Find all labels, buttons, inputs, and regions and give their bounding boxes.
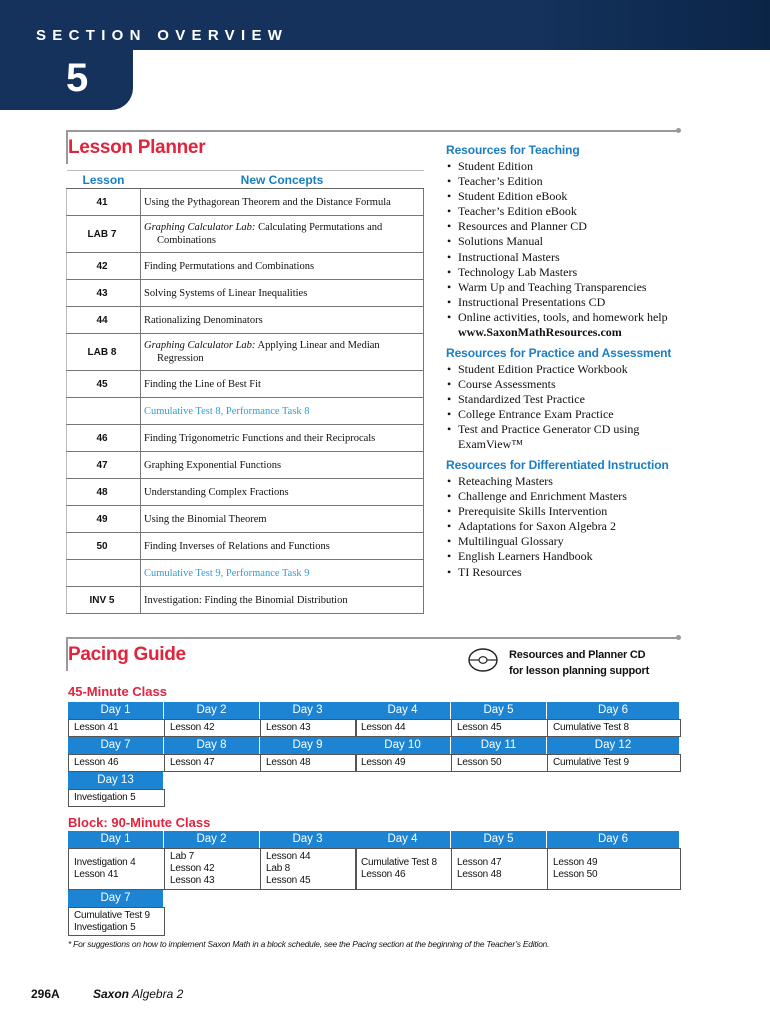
concept-text: Graphing Exponential Functions <box>144 459 282 471</box>
day-header: Day 4 <box>355 702 451 719</box>
day-cell <box>260 848 357 890</box>
resource-item: • College Entrance Exam Practice <box>446 407 686 422</box>
concept-text: Understanding Complex Fractions <box>144 486 289 498</box>
concept-text: Finding the Line of Best Fit <box>144 378 261 390</box>
lesson-number: 46 <box>67 425 141 452</box>
lab-prefix: Graphing Calculator Lab: <box>144 222 256 233</box>
resource-item: • Instructional Masters <box>446 250 686 265</box>
block-title: Block: 90-Minute Class <box>68 815 211 830</box>
day-header: Day 5 <box>451 831 547 848</box>
resource-item-text: Test and Practice Generator CD using <box>458 422 640 437</box>
resource-item: • Prerequisite Skills Intervention <box>446 504 686 519</box>
resource-item: • Teacher’s Edition <box>446 174 686 189</box>
day-cell: Investigation 5 <box>68 789 165 807</box>
lesson-row <box>67 253 424 280</box>
day-cell: Lesson 45 <box>451 719 548 737</box>
day-header: Day 2 <box>164 831 260 848</box>
lesson-concept <box>141 334 424 371</box>
day-header: Day 11 <box>451 737 547 754</box>
resources-teaching-list <box>446 159 686 340</box>
lesson-column-header: Lesson <box>67 171 141 189</box>
day-cell: Lesson 43 <box>260 719 357 737</box>
concept-continuation: Regression <box>157 353 204 364</box>
resources-teaching <box>446 143 686 340</box>
day-cell-line: Lesson 49 <box>553 857 598 868</box>
day-cell: Lesson 46 <box>68 754 165 772</box>
resource-item: • Teacher’s Edition eBook <box>446 204 686 219</box>
resource-item: • Standardized Test Practice <box>446 392 686 407</box>
section-number-tab <box>0 48 133 110</box>
planner-rule-end-dot <box>676 128 681 133</box>
resource-item <box>446 422 686 452</box>
concept-text: Using the Binomial Theorem <box>144 513 267 525</box>
lesson-concept <box>141 452 424 479</box>
lesson-number: 50 <box>67 533 141 560</box>
resources-practice-title: Resources for Practice and Assessment <box>446 346 672 360</box>
lesson-concept <box>141 587 424 614</box>
lesson-number: 43 <box>67 280 141 307</box>
day-cell <box>164 848 261 890</box>
day-cell-line: Cumulative Test 8 <box>361 857 437 868</box>
section-label: SECTION OVERVIEW <box>36 27 289 44</box>
concept-text: Cumulative Test 9, Performance Task 9 <box>144 567 310 579</box>
pacing-guide-title: Pacing Guide <box>68 644 186 665</box>
day-cell: Lesson 47 <box>164 754 261 772</box>
resource-item: • Resources and Planner CD <box>446 219 686 234</box>
resource-item: • English Learners Handbook <box>446 549 686 564</box>
pacing-block-grid <box>68 831 680 936</box>
resource-item: • Multilingual Glossary <box>446 534 686 549</box>
lesson-concept <box>141 560 424 587</box>
day-header: Day 6 <box>547 831 680 848</box>
resources-differentiated-list <box>446 474 686 580</box>
day-cell <box>547 848 681 890</box>
resource-url: www.SaxonMathResources.com <box>458 325 622 340</box>
lesson-concept <box>141 425 424 452</box>
resource-item: • Technology Lab Masters <box>446 265 686 280</box>
lab-prefix: Graphing Calculator Lab: <box>144 340 256 351</box>
resource-item: • Course Assessments <box>446 377 686 392</box>
lesson-number: 45 <box>67 371 141 398</box>
day-cell-line: Lesson 44 <box>266 851 311 862</box>
concept-text: Applying Linear and Median <box>255 340 380 351</box>
lesson-concept <box>141 506 424 533</box>
day-cell-line: Lesson 46 <box>361 869 406 880</box>
day-header: Day 3 <box>260 702 356 719</box>
header-bar-gradient <box>530 0 770 50</box>
resource-item-text: Online activities, tools, and homework help <box>458 309 668 324</box>
day-cell-line: Cumulative Test 9 <box>74 909 150 921</box>
lesson-row <box>67 334 424 371</box>
day-header: Day 1 <box>68 831 164 848</box>
concept-text: Cumulative Test 8, Performance Task 8 <box>144 405 310 417</box>
day-header: Day 5 <box>451 702 547 719</box>
minute45-title: 45-Minute Class <box>68 684 167 699</box>
lesson-row <box>67 189 424 216</box>
lesson-row <box>67 371 424 398</box>
lesson-concept <box>141 398 424 425</box>
concepts-column-header: New Concepts <box>141 171 424 189</box>
resources-practice-list <box>446 362 686 453</box>
day-header: Day 8 <box>164 737 260 754</box>
lesson-number <box>67 560 141 587</box>
day-header: Day 10 <box>355 737 451 754</box>
resource-item: • Solutions Manual <box>446 234 686 249</box>
day-cell: Lesson 41 <box>68 719 165 737</box>
day-cell <box>68 907 165 936</box>
lesson-concept <box>141 307 424 334</box>
day-header: Day 13 <box>68 772 164 789</box>
lesson-number <box>67 398 141 425</box>
day-cell-line: Lesson 45 <box>266 875 311 886</box>
concept-text: Solving Systems of Linear Inequalities <box>144 287 308 299</box>
day-cell: Lesson 44 <box>355 719 452 737</box>
book-name: Algebra 2 <box>129 987 184 1001</box>
section-number: 5 <box>66 56 89 100</box>
lesson-number: 47 <box>67 452 141 479</box>
day-cell: Lesson 49 <box>355 754 452 772</box>
lesson-number: 44 <box>67 307 141 334</box>
resource-item-continuation: ExamView™ <box>458 437 524 452</box>
lesson-number: 41 <box>67 189 141 216</box>
book-title <box>93 987 183 1001</box>
day-header: Day 2 <box>164 702 260 719</box>
resource-item: • Adaptations for Saxon Algebra 2 <box>446 519 686 534</box>
day-cell-line: Lesson 50 <box>553 869 598 880</box>
lesson-planner-table <box>66 170 424 614</box>
day-header: Day 7 <box>68 890 164 907</box>
concept-text: Investigation: Finding the Binomial Distribution <box>144 594 348 606</box>
day-cell-line: Lesson 47 <box>457 857 502 868</box>
lesson-row <box>67 479 424 506</box>
concept-text: Using the Pythagorean Theorem and the Distance Formula <box>144 196 391 208</box>
lesson-planner-title: Lesson Planner <box>68 137 206 158</box>
day-cell-line: Investigation 5 <box>74 921 136 933</box>
day-cell-line: Lab 8 <box>266 863 291 874</box>
day-cell: Cumulative Test 9 <box>547 754 681 772</box>
resource-item: • Student Edition Practice Workbook <box>446 362 686 377</box>
brand-name: Saxon <box>93 987 130 1001</box>
day-header: Day 4 <box>355 831 451 848</box>
lesson-row <box>67 307 424 334</box>
resource-item: • Challenge and Enrichment Masters <box>446 489 686 504</box>
lesson-concept <box>141 253 424 280</box>
lesson-row <box>67 425 424 452</box>
cd-callout <box>509 647 679 679</box>
lesson-row <box>67 216 424 253</box>
resources-differentiated-title: Resources for Differentiated Instruction <box>446 458 669 472</box>
day-header: Day 7 <box>68 737 164 754</box>
resource-item: • Reteaching Masters <box>446 474 686 489</box>
resource-item: • Warm Up and Teaching Transparencies <box>446 280 686 295</box>
resource-item <box>446 310 686 340</box>
planner-top-rule <box>66 130 678 132</box>
day-header: Day 1 <box>68 702 164 719</box>
day-cell-line: Investigation 4 <box>74 857 136 868</box>
day-cell <box>355 848 452 890</box>
concept-text: Finding Inverses of Relations and Functions <box>144 540 330 552</box>
day-header: Day 6 <box>547 702 680 719</box>
day-cell: Cumulative Test 8 <box>547 719 681 737</box>
day-header: Day 3 <box>260 831 356 848</box>
day-cell-line: Lesson 48 <box>457 869 502 880</box>
lesson-row <box>67 560 424 587</box>
day-cell <box>68 848 165 890</box>
resource-item: • Student Edition <box>446 159 686 174</box>
resources-differentiated <box>446 458 686 580</box>
lesson-concept <box>141 189 424 216</box>
lesson-number: LAB 7 <box>67 216 141 253</box>
lesson-number: LAB 8 <box>67 334 141 371</box>
resource-item: • TI Resources <box>446 565 686 580</box>
concept-text: Finding Trigonometric Functions and their Reciprocals <box>144 432 376 444</box>
pacing-top-rule <box>66 637 678 639</box>
day-cell-line: Lesson 42 <box>170 863 215 874</box>
pacing-45-grid <box>68 702 680 808</box>
day-cell-line: Lab 7 <box>170 851 195 862</box>
lesson-row <box>67 587 424 614</box>
lesson-concept <box>141 479 424 506</box>
lesson-number: 49 <box>67 506 141 533</box>
concept-text: Rationalizing Denominators <box>144 314 263 326</box>
lesson-concept <box>141 371 424 398</box>
pacing-rule-end-dot <box>676 635 681 640</box>
lesson-row <box>67 533 424 560</box>
day-cell: Lesson 50 <box>451 754 548 772</box>
lesson-number: INV 5 <box>67 587 141 614</box>
concept-continuation: Combinations <box>157 235 216 246</box>
cd-icon <box>468 648 498 672</box>
day-cell: Lesson 48 <box>260 754 357 772</box>
footnote: * For suggestions on how to implement Saxon Math in a block schedule, see the Pacing section at the beginning of the Teacher’s Edition. <box>68 939 550 949</box>
lesson-row <box>67 398 424 425</box>
lesson-row <box>67 452 424 479</box>
resources-teaching-title: Resources for Teaching <box>446 143 580 157</box>
day-cell-line: Lesson 41 <box>74 869 119 880</box>
concept-text: Calculating Permutations and <box>255 222 383 233</box>
day-cell-line: Lesson 43 <box>170 875 215 886</box>
lesson-row <box>67 506 424 533</box>
lesson-concept <box>141 280 424 307</box>
resource-item: • Student Edition eBook <box>446 189 686 204</box>
lesson-number: 48 <box>67 479 141 506</box>
day-header: Day 12 <box>547 737 680 754</box>
concept-text: Finding Permutations and Combinations <box>144 260 315 272</box>
cd-callout-line2: for lesson planning support <box>509 665 650 677</box>
resource-item: • Instructional Presentations CD <box>446 295 686 310</box>
day-cell: Lesson 42 <box>164 719 261 737</box>
resources-practice <box>446 346 686 453</box>
cd-callout-line1: Resources and Planner CD <box>509 649 646 661</box>
lesson-concept <box>141 533 424 560</box>
lesson-number: 42 <box>67 253 141 280</box>
day-header: Day 9 <box>260 737 356 754</box>
day-cell <box>451 848 548 890</box>
page-number: 296A <box>31 987 60 1001</box>
lesson-concept <box>141 216 424 253</box>
lesson-row <box>67 280 424 307</box>
